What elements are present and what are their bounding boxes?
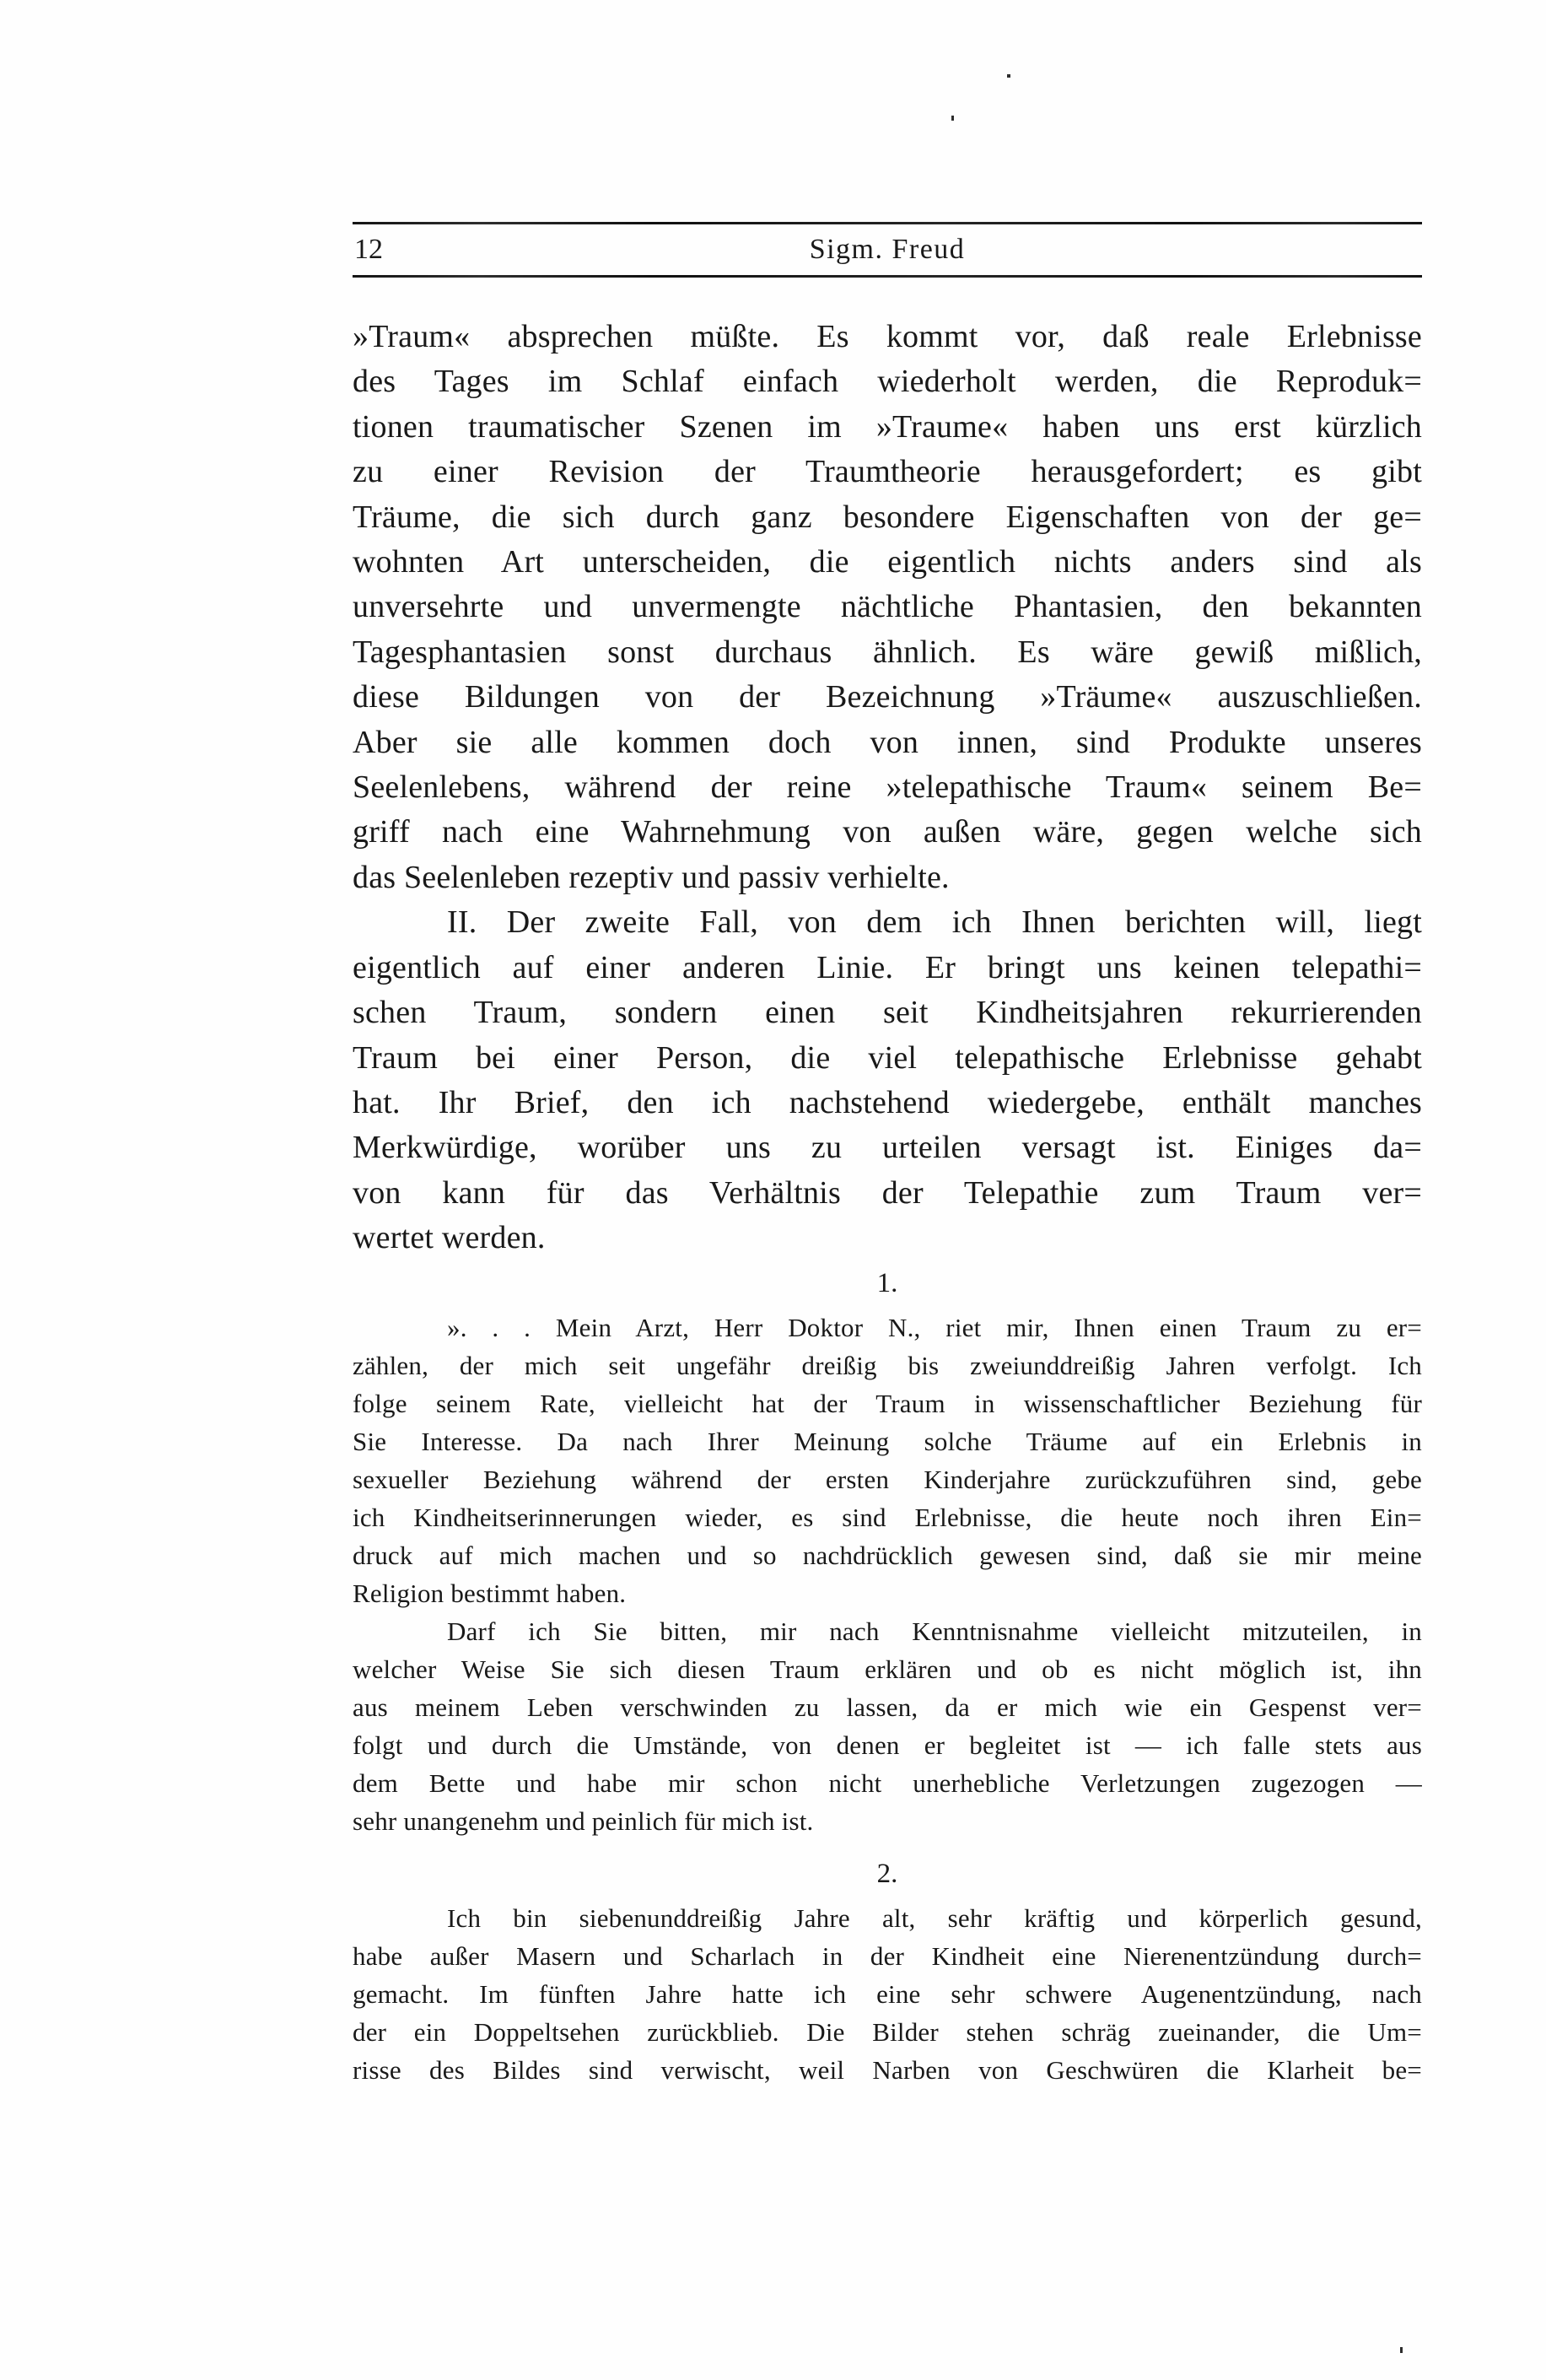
text-line: aus meinem Leben verschwinden zu lassen, da er mich wie ein Gespenst ver= (353, 1692, 1422, 1722)
text-line: Tagesphantasien sonst durchaus ähnlich. Es wäre gewiß mißlich, (353, 634, 1422, 670)
text-line: folgt und durch die Umstände, von denen er begleitet ist — ich falle stets aus (353, 1730, 1422, 1760)
section-heading-2: 2. (876, 1858, 898, 1889)
body-paragraph-second-case (353, 900, 1422, 1260)
page-header (353, 224, 1422, 275)
running-head: Sigm. Freud (809, 234, 966, 265)
header-rule-bottom (353, 275, 1422, 278)
scan-speck (1400, 2347, 1403, 2353)
text-line: welcher Weise Sie sich diesen Traum erklären und ob es nicht möglich ist, ihn (353, 1654, 1422, 1684)
text-line: des Tages im Schlaf einfach wiederholt werden, die Reproduk= (353, 364, 1422, 400)
scan-speck (951, 116, 954, 121)
page-number: 12 (354, 234, 383, 265)
text-line: zu einer Revision der Traumtheorie herausgefordert; es gibt (353, 454, 1422, 490)
text-line: ich Kindheitserinnerungen wieder, es sind Erlebnisse, die heute noch ihren Ein= (353, 1502, 1422, 1532)
text-line: schen Traum, sondern einen seit Kindheitsjahren rekurrierenden (353, 995, 1422, 1031)
text-line: Religion bestimmt haben. (353, 1578, 627, 1608)
body-paragraph-continuation (353, 315, 1422, 900)
text-line: sehr unangenehm und peinlich für mich ist. (353, 1805, 814, 1836)
text-line: eigentlich auf einer anderen Linie. Er bringt uns keinen telepathi= (353, 949, 1422, 985)
text-line: »Traum« absprechen müßte. Es kommt vor, daß reale Erlebnisse (353, 319, 1422, 354)
letter-paragraph-3 (353, 1899, 1422, 2089)
text-line: druck auf mich machen und so nachdrücklich gewesen sind, daß sie mir meine (353, 1540, 1422, 1570)
text-line: gemacht. Im fünften Jahre hatte ich eine sehr schwere Augenentzündung, nach (353, 1978, 1422, 2009)
text-line: wohnten Art unterscheiden, die eigentlich nichts anders sind als (353, 544, 1422, 580)
text-line: wertet werden. (353, 1220, 546, 1256)
text-line: diese Bildungen von der Bezeichnung »Träume« auszuschließen. (353, 679, 1422, 715)
scan-speck (1007, 74, 1010, 78)
text-line: Merkwürdige, worüber uns zu urteilen versagt ist. Einiges da= (353, 1130, 1422, 1166)
text-line: Darf ich Sie bitten, mir nach Kenntnisnahme vielleicht mitzuteilen, in (447, 1616, 1422, 1646)
text-line: Seelenlebens, während der reine »telepathische Traum« seinem Be= (353, 769, 1422, 806)
text-line: griff nach eine Wahrnehmung von außen wäre, gegen welche sich (353, 814, 1422, 850)
section-heading-1: 1. (876, 1267, 898, 1298)
text-line: folge seinem Rate, vielleicht hat der Traum in wissenschaftlicher Beziehung für (353, 1388, 1422, 1418)
text-line: Sie Interesse. Da nach Ihrer Meinung solche Träume auf ein Erlebnis in (353, 1426, 1422, 1456)
text-line: tionen traumatischer Szenen im »Traume« haben uns erst kürzlich (353, 408, 1422, 445)
text-line: Ich bin siebenunddreißig Jahre alt, sehr kräftig und körperlich gesund, (447, 1902, 1422, 1933)
text-line: Traum bei einer Person, die viel telepathische Erlebnisse gehabt (353, 1039, 1422, 1076)
body-text (353, 315, 1422, 2089)
text-line: habe außer Masern und Scharlach in der Kindheit eine Nierenentzündung durch= (353, 1940, 1422, 1971)
text-line: dem Bette und habe mir schon nicht unerhebliche Verletzungen zugezogen — (353, 1767, 1422, 1798)
letter-paragraph-2 (353, 1612, 1422, 1840)
text-line: zählen, der mich seit ungefähr dreißig bis zweiunddreißig Jahren verfolgt. Ich (353, 1350, 1422, 1380)
text-line: II. Der zweite Fall, von dem ich Ihnen berichten will, liegt (447, 904, 1422, 941)
text-line: Aber sie alle kommen doch von innen, sind Produkte unseres (353, 724, 1422, 760)
text-line: sexueller Beziehung während der ersten Kinderjahre zurückzuführen sind, gebe (353, 1464, 1422, 1494)
text-line: Träume, die sich durch ganz besondere Eigenschaften von der ge= (353, 499, 1422, 535)
text-line: ». . . Mein Arzt, Herr Doktor N., riet mir, Ihnen einen Traum zu er= (447, 1312, 1422, 1342)
text-block (353, 222, 1422, 2089)
text-line: risse des Bildes sind verwischt, weil Narben von Geschwüren die Klarheit be= (353, 2054, 1422, 2085)
text-line: von kann für das Verhältnis der Telepathie zum Traum ver= (353, 1174, 1422, 1211)
text-line: das Seelenleben rezeptiv und passiv verhielte. (353, 859, 950, 895)
text-line: hat. Ihr Brief, den ich nachstehend wiedergebe, enthält manches (353, 1084, 1422, 1120)
letter-paragraph-1 (353, 1309, 1422, 1612)
text-line: unversehrte und unvermengte nächtliche Phantasien, den bekannten (353, 589, 1422, 625)
text-line: der ein Doppeltsehen zurückblieb. Die Bilder stehen schräg zueinander, die Um= (353, 2016, 1422, 2047)
